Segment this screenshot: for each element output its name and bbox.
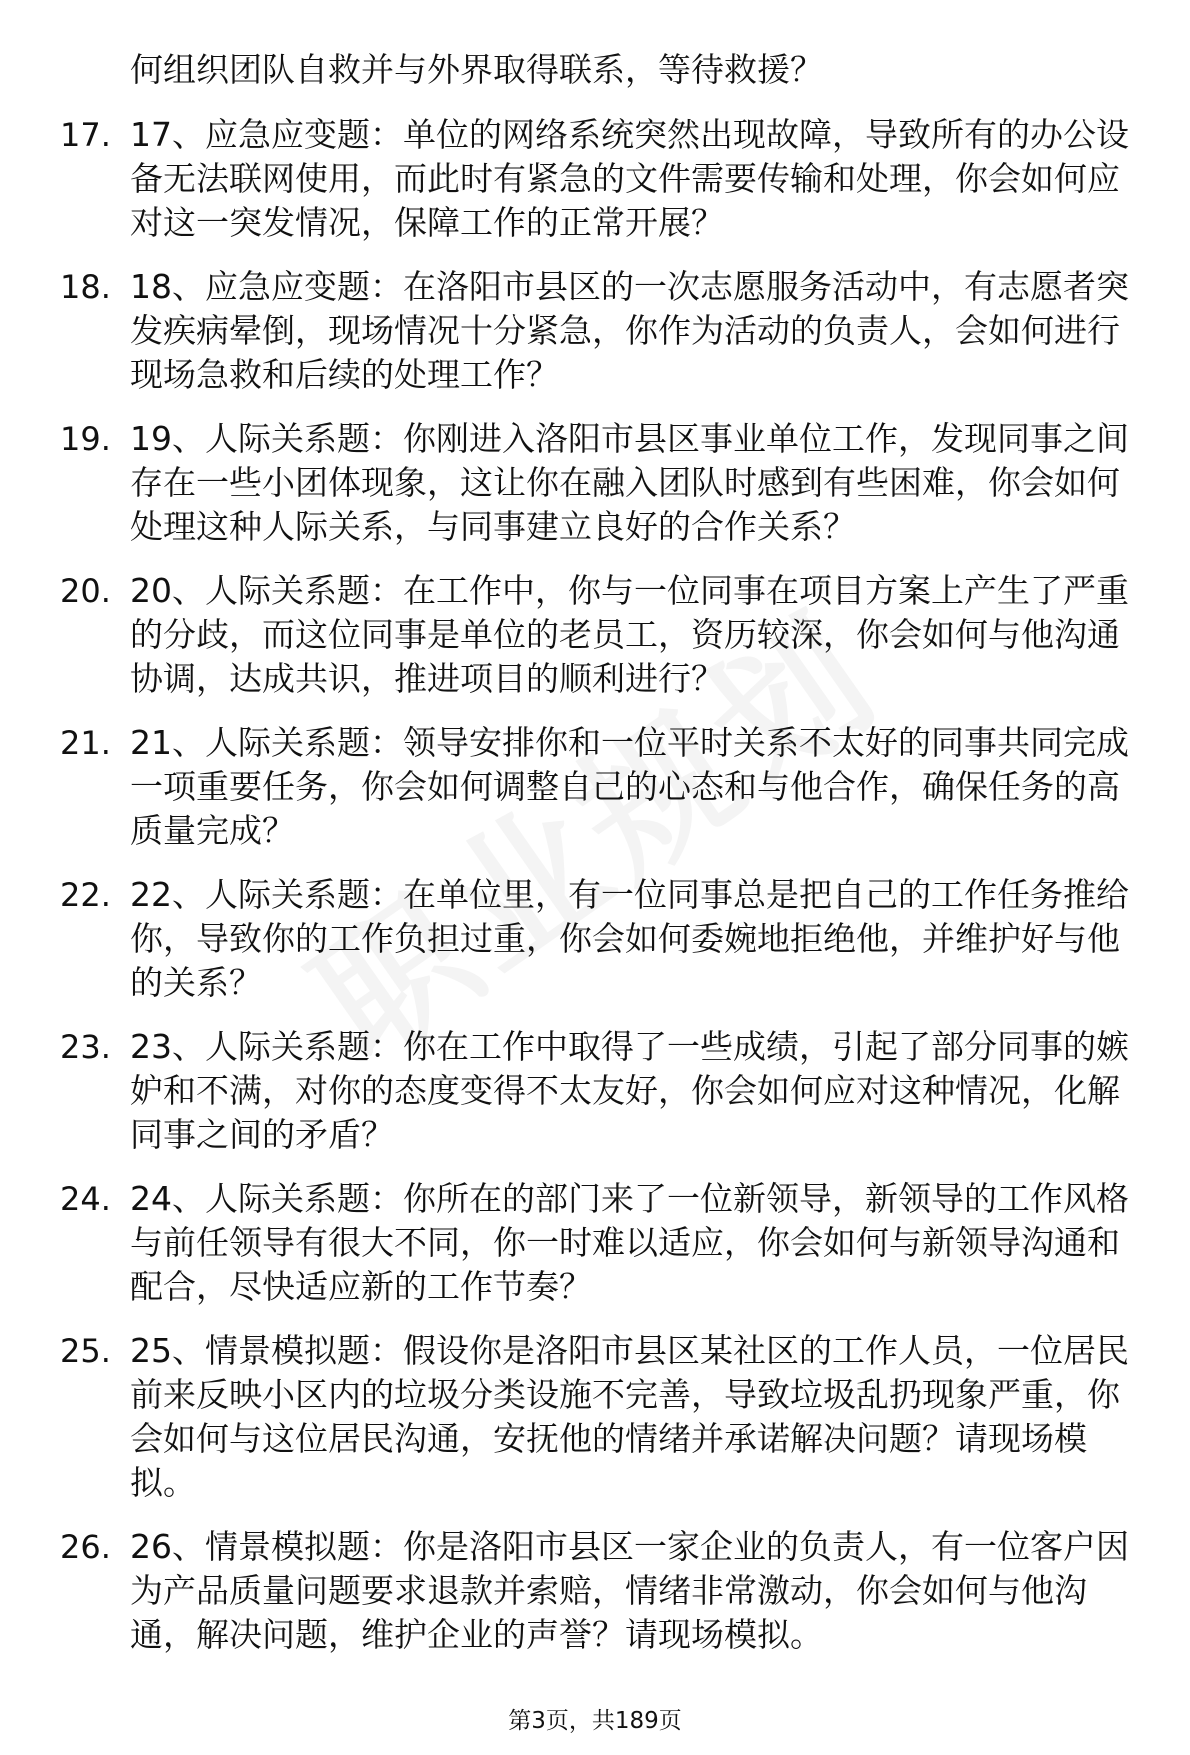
question-item: [0, 569, 1150, 701]
question-number: 24.: [60, 1180, 111, 1218]
question-number: 20.: [60, 572, 111, 610]
question-number: 23.: [60, 1028, 111, 1066]
question-list: [0, 113, 1190, 1677]
question-item: [0, 265, 1150, 397]
question-text: 21、人际关系题：领导安排你和一位平时关系不太好的同事共同完成一项重要任务，你会如何调整自己的心态和与他合作，确保任务的高质量完成？: [130, 723, 1129, 850]
question-text: 25、情景模拟题：假设你是洛阳市县区某社区的工作人员，一位居民前来反映小区内的垃圾分类设施不完善，导致垃圾乱扔现象严重，你会如何与这位居民沟通，安抚他的情绪并承诺解决问题？请现场模拟。: [130, 1331, 1129, 1502]
question-number: 22.: [60, 876, 111, 914]
question-item: [0, 721, 1150, 853]
question-number: 17.: [60, 116, 111, 154]
question-number: 18.: [60, 268, 111, 306]
question-number: 19.: [60, 420, 111, 458]
continued-question-text: 何组织团队自救并与外界取得联系，等待救援？: [130, 50, 823, 89]
question-text: 19、人际关系题：你刚进入洛阳市县区事业单位工作，发现同事之间存在一些小团体现象，这让你在融入团队时感到有些困难，你会如何处理这种人际关系，与同事建立良好的合作关系？: [130, 419, 1129, 546]
question-text: 26、情景模拟题：你是洛阳市县区一家企业的负责人，有一位客户因为产品质量问题要求退款并索赔，情绪非常激动，你会如何与他沟通，解决问题，维护企业的声誉？请现场模拟。: [130, 1527, 1129, 1654]
question-item: [0, 1525, 1150, 1657]
question-number: 26.: [60, 1528, 111, 1566]
question-item: [0, 1177, 1150, 1309]
question-text: 22、人际关系题：在单位里，有一位同事总是把自己的工作任务推给你，导致你的工作负担过重，你会如何委婉地拒绝他，并维护好与他的关系？: [130, 875, 1129, 1002]
question-text: 18、应急应变题：在洛阳市县区的一次志愿服务活动中，有志愿者突发疾病晕倒，现场情况十分紧急，你作为活动的负责人，会如何进行现场急救和后续的处理工作？: [130, 267, 1129, 394]
question-item: [0, 1025, 1150, 1157]
question-item: [0, 113, 1150, 245]
question-item: [0, 873, 1150, 1005]
question-item: [0, 1329, 1150, 1505]
question-number: 21.: [60, 724, 111, 762]
question-text: 24、人际关系题：你所在的部门来了一位新领导，新领导的工作风格与前任领导有很大不同，你一时难以适应，你会如何与新领导沟通和配合，尽快适应新的工作节奏？: [130, 1179, 1129, 1306]
page-footer: 第3页，共189页: [508, 1708, 682, 1734]
question-text: 23、人际关系题：你在工作中取得了一些成绩，引起了部分同事的嫉妒和不满，对你的态度变得不太友好，你会如何应对这种情况，化解同事之间的矛盾？: [130, 1027, 1129, 1154]
question-text: 20、人际关系题：在工作中，你与一位同事在项目方案上产生了严重的分歧，而这位同事是单位的老员工，资历较深，你会如何与他沟通协调，达成共识，推进项目的顺利进行？: [130, 571, 1129, 698]
question-item: [0, 417, 1150, 549]
question-text: 17、应急应变题：单位的网络系统突然出现故障，导致所有的办公设备无法联网使用，而此时有紧急的文件需要传输和处理，你会如何应对这一突发情况，保障工作的正常开展？: [130, 115, 1129, 242]
question-number: 25.: [60, 1332, 111, 1370]
